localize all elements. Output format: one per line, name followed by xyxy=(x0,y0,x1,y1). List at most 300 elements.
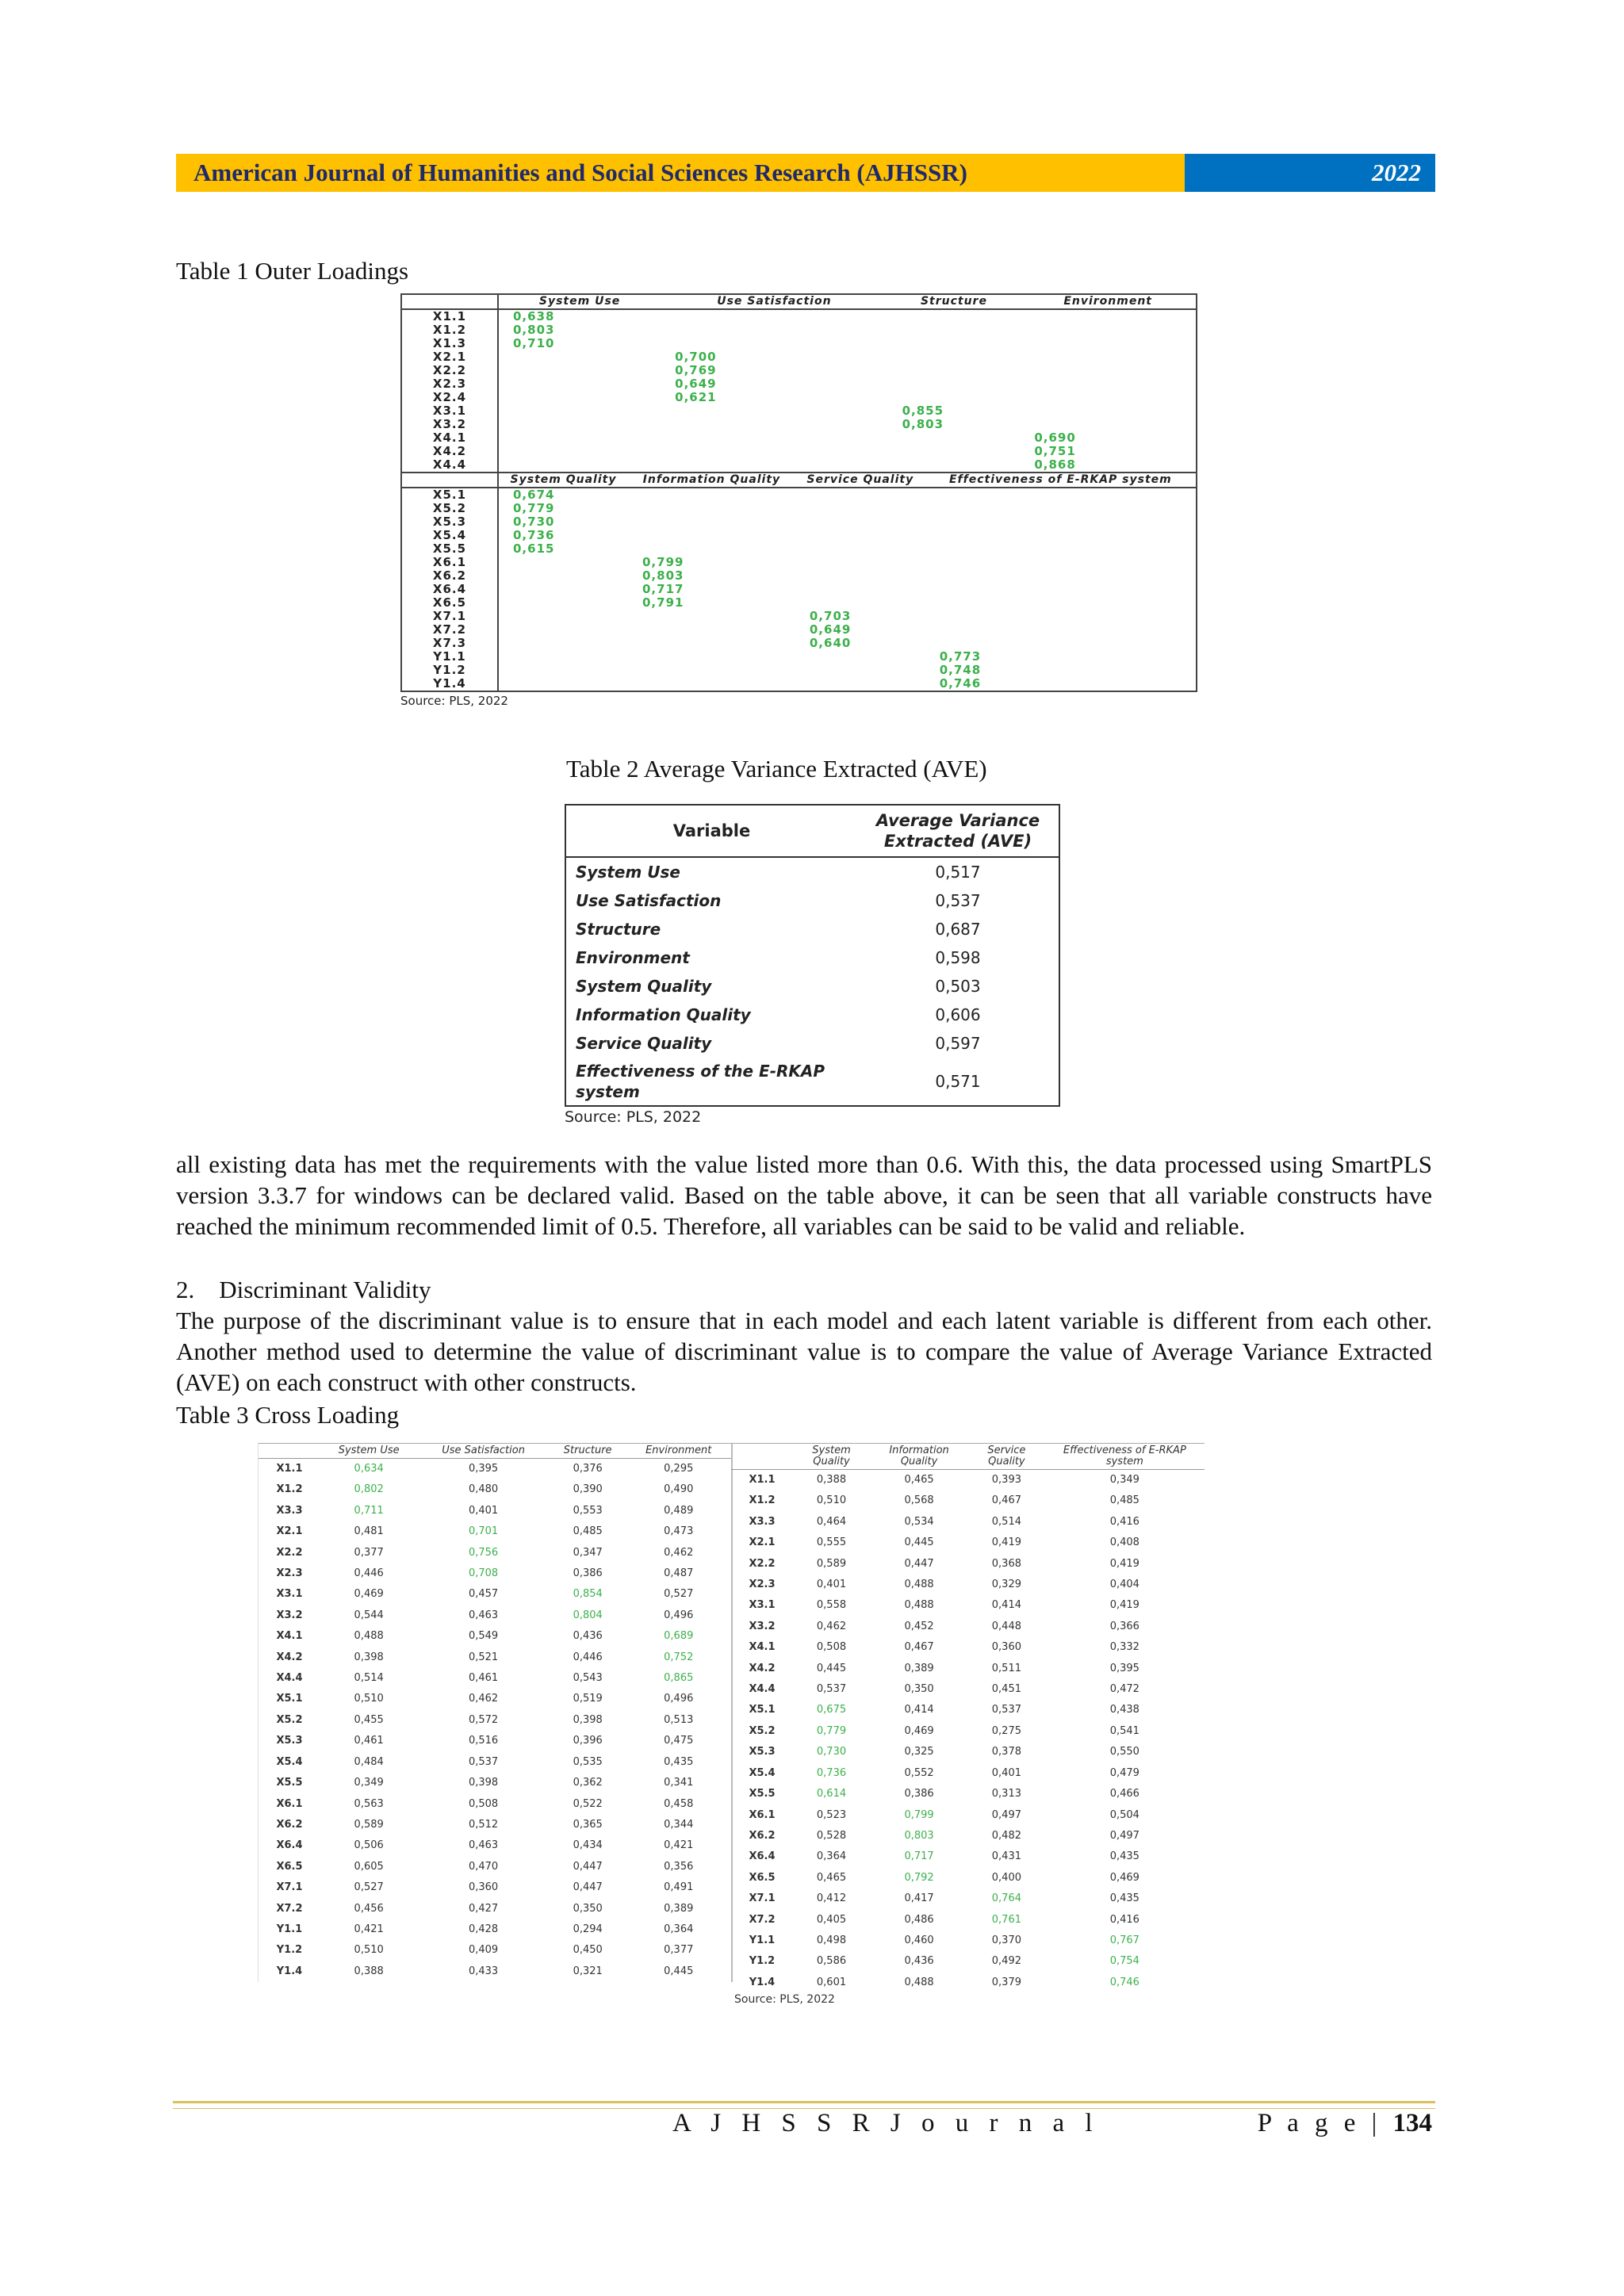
table-row xyxy=(259,1605,731,1626)
cross-loading-value: 0,479 xyxy=(1109,1766,1139,1779)
indicator-label: X4.1 xyxy=(276,1630,303,1643)
cross-loading-value: 0,470 xyxy=(468,1860,499,1873)
cross-loading-value: 0,463 xyxy=(468,1839,499,1852)
cross-loading-value: 0,295 xyxy=(664,1463,694,1475)
cross-loading-value: 0,356 xyxy=(664,1860,694,1873)
indicator-label: X6.1 xyxy=(749,1808,776,1821)
loading-value: 0,803 xyxy=(902,417,944,431)
indicator-label: X5.3 xyxy=(402,515,498,529)
loading-value: 0,690 xyxy=(1034,430,1076,445)
empty-cell xyxy=(888,391,1021,404)
ave-table xyxy=(565,804,1060,1126)
indicator-label: X2.3 xyxy=(402,377,498,391)
cross-loading-value: 0,456 xyxy=(354,1902,384,1915)
empty-cell xyxy=(498,445,661,458)
empty-cell xyxy=(498,391,661,404)
indicator-label: X3.1 xyxy=(276,1588,303,1601)
indicator-label: X4.1 xyxy=(402,431,498,445)
loading-value: 0,779 xyxy=(513,501,555,515)
cross-loading-value: 0,341 xyxy=(664,1777,694,1789)
empty-cell xyxy=(888,337,1021,350)
cross-loading-value: 0,460 xyxy=(904,1934,934,1946)
table-row xyxy=(259,1563,731,1584)
cross-loading-value: 0,446 xyxy=(354,1567,384,1580)
table1-caption: Table 1 Outer Loadings xyxy=(176,257,409,285)
loading-value: 0,748 xyxy=(939,663,982,677)
indicator-label: X5.2 xyxy=(402,502,498,515)
indicator-label: Y1.1 xyxy=(402,650,498,664)
cross-loading-value: 0,332 xyxy=(1109,1641,1139,1654)
table-row xyxy=(402,337,1196,350)
cross-loading-value: 0,485 xyxy=(1109,1494,1139,1507)
loading-value: 0,803 xyxy=(513,323,555,337)
cross-loading-value: 0,488 xyxy=(904,1976,934,1988)
cross-loading-value: 0,469 xyxy=(904,1724,934,1737)
cross-loading-value: 0,511 xyxy=(991,1662,1021,1674)
outer-loadings-header: System Use xyxy=(498,295,661,309)
empty-cell xyxy=(888,445,1021,458)
empty-cell xyxy=(1020,350,1196,364)
loading-value: 0,773 xyxy=(939,649,982,664)
cross-loading-value: 0,457 xyxy=(468,1588,499,1601)
table-row xyxy=(731,1470,1205,1491)
indicator-label: X4.4 xyxy=(276,1672,303,1685)
indicator-label: X5.5 xyxy=(402,542,498,556)
indicator-label: Y1.1 xyxy=(276,1923,303,1935)
empty-cell xyxy=(925,610,1196,623)
table-row xyxy=(402,431,1196,445)
cross-loading-value: 0,398 xyxy=(354,1651,384,1663)
outer-loadings-header: Use Satisfaction xyxy=(661,295,887,309)
empty-cell xyxy=(661,418,887,431)
cross-loading-value: 0,421 xyxy=(664,1839,694,1852)
table-row xyxy=(731,1637,1205,1658)
cross-loading-value: 0,438 xyxy=(1109,1704,1139,1716)
indicator-label: X6.4 xyxy=(402,583,498,596)
indicator-label: X6.5 xyxy=(402,596,498,610)
cross-loading-value: 0,487 xyxy=(664,1567,694,1580)
cross-loading-value: 0,419 xyxy=(991,1536,1021,1549)
table-row xyxy=(565,857,1059,886)
footer-rule xyxy=(173,2101,1435,2109)
cross-loading-value: 0,802 xyxy=(354,1483,384,1496)
cross-loading-value: 0,521 xyxy=(468,1651,499,1663)
loading-value: 0,638 xyxy=(513,309,555,323)
cross-loading-value: 0,388 xyxy=(816,1474,847,1486)
journal-year: 2022 xyxy=(1185,154,1435,192)
table-row xyxy=(731,1973,1205,1993)
cross-loading-value: 0,568 xyxy=(904,1494,934,1507)
table-row xyxy=(565,886,1059,915)
loading-value: 0,751 xyxy=(1034,444,1076,458)
loading-value: 0,674 xyxy=(513,488,555,502)
indicator-label: X4.4 xyxy=(402,458,498,472)
cross-loading-value: 0,417 xyxy=(904,1892,934,1905)
table-row xyxy=(731,1533,1205,1553)
empty-cell xyxy=(1020,404,1196,418)
table-row xyxy=(402,404,1196,418)
table-row xyxy=(731,1784,1205,1804)
empty-cell xyxy=(498,569,628,583)
cross-loading-value: 0,401 xyxy=(816,1578,847,1591)
cross-loading-value: 0,730 xyxy=(816,1746,847,1758)
cross-loading-value: 0,469 xyxy=(354,1588,384,1601)
indicator-label: X5.1 xyxy=(276,1693,303,1705)
empty-cell xyxy=(628,502,795,515)
indicator-label: X5.1 xyxy=(749,1704,776,1716)
cross-loading-value: 0,767 xyxy=(1109,1934,1139,1946)
cross-loading-value: 0,537 xyxy=(991,1704,1021,1716)
table-row xyxy=(731,1805,1205,1826)
table-row xyxy=(731,1700,1205,1720)
cross-loading-value: 0,462 xyxy=(816,1620,847,1632)
empty-cell xyxy=(795,650,925,664)
empty-cell xyxy=(661,431,887,445)
cross-loading-value: 0,549 xyxy=(468,1630,499,1643)
indicator-label: Y1.4 xyxy=(276,1965,303,1977)
cross-loading-value: 0,416 xyxy=(1109,1515,1139,1528)
loading-value: 0,799 xyxy=(642,555,684,569)
empty-cell xyxy=(795,542,925,556)
loading-value: 0,855 xyxy=(902,404,944,418)
cross-loading-value: 0,605 xyxy=(354,1860,384,1873)
empty-cell xyxy=(498,610,628,623)
table-row xyxy=(259,1961,731,1982)
ave-variable: System Quality xyxy=(576,977,712,996)
ave-variable: Service Quality xyxy=(576,1034,712,1053)
cross-loading-value: 0,541 xyxy=(1109,1724,1139,1737)
loading-value: 0,649 xyxy=(809,622,852,637)
cross-loading-value: 0,497 xyxy=(1109,1829,1139,1842)
table-row xyxy=(259,1752,731,1773)
cross-loading-value: 0,544 xyxy=(354,1609,384,1621)
cross-loading-value: 0,512 xyxy=(468,1818,499,1831)
indicator-label: X1.1 xyxy=(276,1463,303,1475)
cross-loading-value: 0,475 xyxy=(664,1735,694,1747)
cross-loading-value: 0,398 xyxy=(468,1777,499,1789)
cross-loading-value: 0,448 xyxy=(991,1620,1021,1632)
indicator-label: X7.1 xyxy=(276,1881,303,1894)
cross-loading-value: 0,467 xyxy=(991,1494,1021,1507)
ave-variable: Use Satisfaction xyxy=(576,891,722,910)
empty-cell xyxy=(628,664,795,677)
cross-loading-value: 0,465 xyxy=(904,1474,934,1486)
table-row xyxy=(565,972,1059,1001)
cross-loading-value: 0,461 xyxy=(468,1672,499,1685)
table1-source: Source: PLS, 2022 xyxy=(400,694,508,708)
cross-loading-value: 0,435 xyxy=(664,1755,694,1768)
cross-loading-value: 0,469 xyxy=(1109,1871,1139,1884)
cross-loading-value: 0,558 xyxy=(816,1599,847,1612)
empty-cell xyxy=(498,350,661,364)
cross-loading-value: 0,458 xyxy=(664,1797,694,1810)
cross-loading-value: 0,408 xyxy=(1109,1536,1139,1549)
table-row xyxy=(259,1731,731,1751)
cross-loading-value: 0,419 xyxy=(1109,1599,1139,1612)
empty-cell xyxy=(795,529,925,542)
indicator-label: X6.5 xyxy=(749,1871,776,1884)
table-row xyxy=(402,364,1196,377)
empty-cell xyxy=(925,488,1196,502)
empty-cell xyxy=(1020,323,1196,337)
cross-loading-value: 0,386 xyxy=(573,1567,603,1580)
table-row xyxy=(731,1575,1205,1595)
cross-loading-value: 0,497 xyxy=(991,1808,1021,1821)
table-row xyxy=(402,488,1196,502)
cross-loading-value: 0,516 xyxy=(468,1735,499,1747)
indicator-label: X5.5 xyxy=(749,1788,776,1800)
cross-loading-value: 0,854 xyxy=(573,1588,603,1601)
outer-loadings-header: Effectiveness of E-RKAP system xyxy=(925,473,1196,488)
cross-loading-value: 0,543 xyxy=(573,1672,603,1685)
page-label: P a g e | xyxy=(1257,2109,1382,2137)
ave-value: 0,571 xyxy=(935,1072,981,1091)
indicator-label: X3.3 xyxy=(749,1515,776,1528)
empty-cell xyxy=(661,323,887,337)
cross-loading-value: 0,376 xyxy=(573,1463,603,1475)
cross-loading-value: 0,362 xyxy=(573,1777,603,1789)
cross-loading-value: 0,395 xyxy=(1109,1662,1139,1674)
cross-loading-value: 0,349 xyxy=(354,1777,384,1789)
indicator-label: X5.4 xyxy=(749,1766,776,1779)
cross-loading-value: 0,779 xyxy=(816,1724,847,1737)
cross-loading-value: 0,433 xyxy=(468,1965,499,1977)
empty-cell xyxy=(628,488,795,502)
table-row xyxy=(402,377,1196,391)
empty-cell xyxy=(925,583,1196,596)
cross-loading-value: 0,708 xyxy=(468,1567,499,1580)
empty-cell xyxy=(925,502,1196,515)
loading-value: 0,615 xyxy=(513,541,555,556)
cross-loading-value: 0,490 xyxy=(664,1483,694,1496)
empty-cell xyxy=(1020,418,1196,431)
cross-loading-value: 0,746 xyxy=(1109,1976,1139,1988)
empty-cell xyxy=(498,664,628,677)
table-row xyxy=(259,1626,731,1647)
cross-loading-value: 0,344 xyxy=(664,1818,694,1831)
table-row xyxy=(402,664,1196,677)
table-row xyxy=(402,529,1196,542)
empty-cell xyxy=(925,515,1196,529)
table-row xyxy=(402,637,1196,650)
cross-loading-value: 0,409 xyxy=(468,1944,499,1957)
empty-cell xyxy=(1020,337,1196,350)
ave-header-value: Average Variance Extracted (AVE) xyxy=(857,805,1059,857)
cross-loading-value: 0,481 xyxy=(354,1525,384,1538)
table-row xyxy=(731,1659,1205,1679)
indicator-label: X5.4 xyxy=(402,529,498,542)
empty-cell xyxy=(795,677,925,691)
cross-loading-value: 0,401 xyxy=(468,1504,499,1517)
table-row xyxy=(259,1899,731,1919)
cross-loading-value: 0,552 xyxy=(904,1766,934,1779)
cross-loading-value: 0,465 xyxy=(816,1871,847,1884)
indicator-label: X5.4 xyxy=(276,1755,303,1768)
indicator-label: X1.2 xyxy=(749,1494,776,1507)
cross-loading-value: 0,522 xyxy=(573,1797,603,1810)
table-row xyxy=(402,542,1196,556)
empty-cell xyxy=(628,542,795,556)
cross-loading-value: 0,506 xyxy=(354,1839,384,1852)
cross-loading-value: 0,366 xyxy=(1109,1620,1139,1632)
cross-loading-table-left xyxy=(258,1443,733,1982)
table-row xyxy=(731,1554,1205,1575)
cross-loading-value: 0,445 xyxy=(816,1662,847,1674)
indicator-label: X2.3 xyxy=(276,1567,303,1580)
cross-loading-value: 0,350 xyxy=(573,1902,603,1915)
indicator-label: X1.1 xyxy=(749,1474,776,1486)
page-number: 134 xyxy=(1392,2109,1432,2137)
cross-loading-value: 0,528 xyxy=(816,1829,847,1842)
cross-loading-value: 0,865 xyxy=(664,1672,694,1685)
empty-cell xyxy=(628,637,795,650)
indicator-label: X7.1 xyxy=(749,1892,776,1905)
table-row xyxy=(259,1668,731,1689)
cross-loading-value: 0,313 xyxy=(991,1788,1021,1800)
table-row xyxy=(731,1931,1205,1951)
loading-value: 0,868 xyxy=(1034,457,1076,472)
indicator-label: X1.2 xyxy=(276,1483,303,1496)
ave-value: 0,503 xyxy=(935,977,981,996)
cross-loading-value: 0,325 xyxy=(904,1746,934,1758)
cross-loading-value: 0,414 xyxy=(991,1599,1021,1612)
loading-value: 0,791 xyxy=(642,595,684,610)
cross-loading-value: 0,463 xyxy=(468,1609,499,1621)
cross-loading-value: 0,563 xyxy=(354,1797,384,1810)
table-row xyxy=(259,1815,731,1835)
cross-loading-value: 0,419 xyxy=(1109,1557,1139,1570)
table-row xyxy=(259,1459,731,1480)
indicator-label: X3.2 xyxy=(276,1609,303,1621)
cross-loading-value: 0,553 xyxy=(573,1504,603,1517)
indicator-label: X7.2 xyxy=(276,1902,303,1915)
cross-loading-value: 0,466 xyxy=(1109,1788,1139,1800)
empty-cell xyxy=(498,364,661,377)
cross-loading-value: 0,488 xyxy=(354,1630,384,1643)
empty-cell xyxy=(498,583,628,596)
table-row xyxy=(402,458,1196,472)
paragraph-validity: all existing data has met the requirements with the value listed more than 0.6. With this, the data processed using SmartPLS version 3.3.7 for windows can be declared valid. Based on the table above, it can be seen that all variable constructs have reached the minimum recommended limit of 0.5. Therefore, all variables can be said to be valid and reliable. xyxy=(176,1150,1432,1240)
outer-loadings-header: Structure xyxy=(888,295,1021,309)
indicator-label: X2.3 xyxy=(749,1578,776,1591)
indicator-label: X5.2 xyxy=(749,1724,776,1737)
loading-value: 0,736 xyxy=(513,528,555,542)
indicator-label: Y1.2 xyxy=(276,1944,303,1957)
loading-value: 0,621 xyxy=(675,390,717,404)
empty-cell xyxy=(498,637,628,650)
empty-cell xyxy=(925,542,1196,556)
empty-cell xyxy=(498,458,661,472)
cross-loading-value: 0,513 xyxy=(664,1713,694,1726)
indicator-label: X2.2 xyxy=(749,1557,776,1570)
table-row xyxy=(402,418,1196,431)
empty-cell xyxy=(628,623,795,637)
cross-loading-value: 0,550 xyxy=(1109,1746,1139,1758)
cross-loading-value: 0,496 xyxy=(664,1693,694,1705)
table-row xyxy=(259,1710,731,1731)
cross-loading-value: 0,414 xyxy=(904,1704,934,1716)
cross-loading-header: Environment xyxy=(626,1444,732,1459)
cross-loading-header: Effectiveness of E-RKAP system xyxy=(1045,1444,1205,1470)
cross-loading-value: 0,792 xyxy=(904,1871,934,1884)
table-row xyxy=(259,1773,731,1793)
cross-loading-table-right xyxy=(731,1443,1205,2006)
indicator-label: X5.2 xyxy=(276,1713,303,1726)
ave-variable: Information Quality xyxy=(576,1005,751,1024)
table-row xyxy=(731,1679,1205,1700)
table-row xyxy=(731,1951,1205,1972)
table-row xyxy=(259,1835,731,1856)
cross-loading-value: 0,504 xyxy=(1109,1808,1139,1821)
cross-loading-value: 0,445 xyxy=(904,1536,934,1549)
cross-loading-value: 0,370 xyxy=(991,1934,1021,1946)
cross-loading-value: 0,555 xyxy=(816,1536,847,1549)
table-row xyxy=(259,1479,731,1500)
cross-loading-value: 0,462 xyxy=(468,1693,499,1705)
table-row xyxy=(402,323,1196,337)
cross-loading-value: 0,427 xyxy=(468,1902,499,1915)
table-row xyxy=(259,1940,731,1961)
indicator-label: X4.2 xyxy=(276,1651,303,1663)
indicator-label: X4.4 xyxy=(749,1683,776,1696)
indicator-label: X7.1 xyxy=(402,610,498,623)
table-row xyxy=(565,943,1059,972)
indicator-label: Y1.2 xyxy=(749,1955,776,1968)
cross-loading-value: 0,586 xyxy=(816,1955,847,1968)
loading-value: 0,769 xyxy=(675,363,717,377)
cross-loading-value: 0,736 xyxy=(816,1766,847,1779)
cross-loading-value: 0,492 xyxy=(991,1955,1021,1968)
empty-cell xyxy=(628,610,795,623)
cross-loading-value: 0,489 xyxy=(664,1504,694,1517)
loading-value: 0,710 xyxy=(513,336,555,350)
indicator-label: X4.2 xyxy=(749,1662,776,1674)
cross-loading-value: 0,452 xyxy=(904,1620,934,1632)
ave-value: 0,597 xyxy=(935,1034,981,1053)
table-row xyxy=(402,309,1196,323)
table-row xyxy=(731,1490,1205,1511)
table-row xyxy=(565,1058,1059,1106)
cross-loading-value: 0,395 xyxy=(468,1463,499,1475)
cross-loading-value: 0,535 xyxy=(573,1755,603,1768)
cross-loading-value: 0,482 xyxy=(991,1829,1021,1842)
indicator-label: X2.2 xyxy=(402,364,498,377)
indicator-label: X6.1 xyxy=(402,556,498,569)
cross-loading-value: 0,436 xyxy=(904,1955,934,1968)
ave-value: 0,606 xyxy=(935,1005,981,1024)
cross-loading-value: 0,514 xyxy=(991,1515,1021,1528)
table-row xyxy=(731,1868,1205,1888)
indicator-label: X2.1 xyxy=(749,1536,776,1549)
cross-loading-value: 0,377 xyxy=(664,1944,694,1957)
cross-loading-value: 0,388 xyxy=(354,1965,384,1977)
indicator-label: Y1.4 xyxy=(402,677,498,691)
cross-loading-value: 0,752 xyxy=(664,1651,694,1663)
empty-cell xyxy=(925,637,1196,650)
journal-header-bar xyxy=(176,154,1435,192)
cross-loading-value: 0,294 xyxy=(573,1923,603,1935)
indicator-label: X2.4 xyxy=(402,391,498,404)
empty-cell xyxy=(628,515,795,529)
table-row xyxy=(731,1512,1205,1533)
ave-variable: System Use xyxy=(576,863,680,882)
cross-loading-value: 0,473 xyxy=(664,1525,694,1538)
cross-loading-value: 0,416 xyxy=(1109,1913,1139,1926)
cross-loading-value: 0,711 xyxy=(354,1504,384,1517)
empty-cell xyxy=(925,556,1196,569)
empty-cell xyxy=(661,445,887,458)
cross-loading-header: Structure xyxy=(550,1444,626,1459)
